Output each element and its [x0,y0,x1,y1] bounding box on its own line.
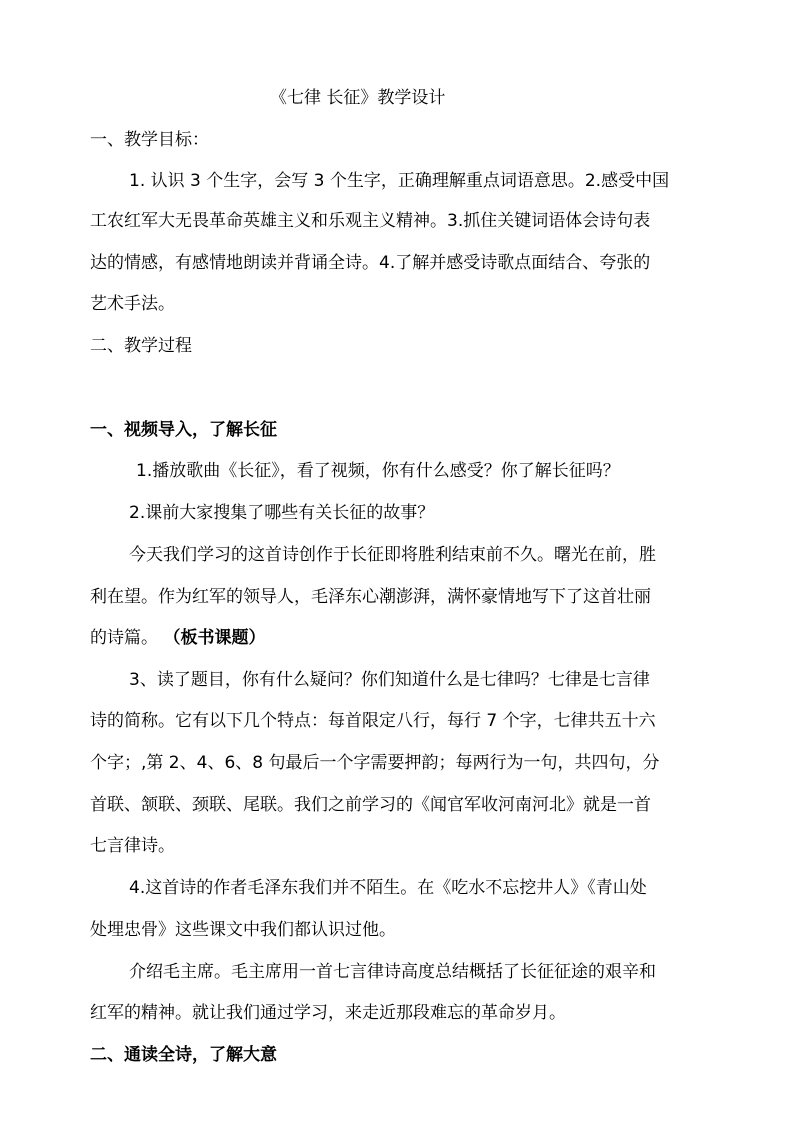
paragraph-line: 1. 认识 3 个生字，会写 3 个生字，正确理解重点词语意思。2.感受中国 [129,171,670,191]
paragraph-line: 2.课前大家搜集了哪些有关长征的故事？ [129,503,435,523]
board-title-note: （板书课题） [172,628,266,648]
paragraph-line: 达的情感，有感情地朗读并背诵全诗。4.了解并感受诗歌点面结合、夸张的 [90,253,651,273]
paragraph-line: 3、读了题目，你有什么疑问？你们知道什么是七律吗？七律是七言律 [129,670,650,690]
paragraph-line: 个字；,第 2、4、6、8 句最后一个字需要押韵；每两行为一句，共四句，分 [90,753,660,773]
paragraph-line: 介绍毛主席。毛主席用一首七言律诗高度总结概括了长征征途的艰辛和 [129,962,656,982]
paragraph-line: 利在望。作为红军的领导人，毛泽东心潮澎湃，满怀豪情地写下了这首壮丽 [90,587,651,607]
paragraph-line: 1.播放歌曲《长征》，看了视频，你有什么感受？你了解长征吗？ [136,461,620,481]
paragraph-line: 红军的精神。就让我们通过学习，来走近那段难忘的革命岁月。 [90,1003,566,1023]
section-heading-video-intro: 一、视频导入，了解长征 [90,420,277,440]
heading-process: 二、教学过程 [90,336,192,356]
paragraph-line [90,626,266,650]
paragraph-line: 处埋忠骨》这些课文中我们都认识过他。 [90,920,396,940]
paragraph-line: 诗的简称。它有以下几个特点：每首限定八行，每行 7 个字，七律共五十六 [90,711,656,731]
paragraph-text: 的诗篇。 [90,628,158,648]
paragraph-line: 今天我们学习的这首诗创作于长征即将胜利结束前不久。曙光在前，胜 [129,545,656,565]
document-title: 《七律 长征》教学设计 [270,88,446,108]
paragraph-line: 工农红军大无畏革命英雄主义和乐观主义精神。3.抓住关键词语体会诗句表 [90,211,651,231]
paragraph-line: 七言律诗。 [90,836,175,856]
paragraph-line: 首联、颔联、颈联、尾联。我们之前学习的《闻官军收河南河北》就是一首 [90,795,651,815]
paragraph-line: 艺术手法。 [90,294,175,314]
section-heading-read-poem: 二、通读全诗，了解大意 [90,1045,277,1065]
heading-objectives: 一、教学目标： [90,130,209,150]
paragraph-line: 4.这首诗的作者毛泽东我们并不陌生。在《吃水不忘挖井人》《青山处 [129,878,647,898]
